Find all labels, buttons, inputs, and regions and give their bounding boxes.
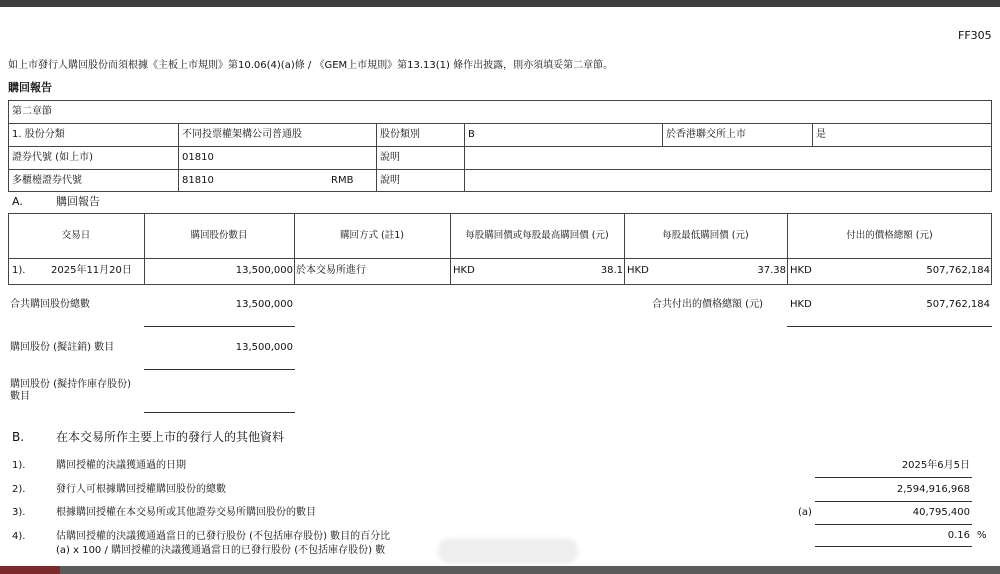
- treasury-shares-label-1: 購回股份 (擬持作庫存股份): [10, 379, 131, 390]
- item-unit: %: [977, 530, 987, 541]
- form-code: FF305: [958, 29, 992, 42]
- cancel-shares-label: 購回股份 (擬註銷) 數目: [10, 342, 115, 353]
- watermark-overlay: [438, 538, 578, 564]
- class-value: 不同投票權架構公司普通股: [182, 129, 302, 140]
- item-value: 2025年6月5日: [901, 460, 970, 471]
- bottom-bar: [0, 566, 1000, 574]
- row-high-price: 38.1: [600, 265, 623, 276]
- item-label: 購回授權的決議獲通過的日期: [56, 460, 186, 471]
- row-currency-total: HKD: [790, 265, 812, 276]
- row-low-price: 37.38: [757, 265, 786, 276]
- multi-currency: RMB: [331, 175, 354, 186]
- type-value: B: [468, 129, 475, 140]
- type-label: 股份類別: [380, 129, 420, 140]
- total-paid-value: 507,762,184: [926, 299, 990, 310]
- item-value: 0.16: [947, 530, 970, 541]
- intro-text: 如上市發行人購回股份而須根據《主板上市規則》第10.06(4)(a)條 / 《GEM上市規則》第13.13(1) 條作出披露，則亦須填妥第二章節。: [8, 60, 614, 71]
- section-b-letter: B.: [12, 430, 25, 444]
- desc-label: 說明: [380, 152, 400, 163]
- row-method: 於本交易所進行: [296, 265, 366, 276]
- row-currency-high: HKD: [453, 265, 475, 276]
- section-a-letter: A.: [12, 195, 23, 208]
- listed-label: 於香港聯交所上市: [666, 129, 746, 140]
- header-shares: 購回股份數目: [190, 230, 248, 241]
- item-index: 3).: [12, 507, 26, 518]
- item-label: 根據購回授權在本交易所或其他證券交易所購回股份的數目: [56, 507, 316, 518]
- item-index: 1).: [12, 460, 26, 471]
- row-date: 2025年11月20日: [51, 265, 132, 276]
- total-shares-value: 13,500,000: [235, 299, 293, 310]
- item-label: 發行人可根據購回授權購回股份的總數: [56, 484, 226, 495]
- item-index: 2).: [12, 484, 26, 495]
- multi-code-label: 多櫃檯證券代號: [12, 175, 82, 186]
- header-method: 購回方式 (註1): [340, 230, 404, 241]
- section-b-title: 在本交易所作主要上市的發行人的其他資料: [56, 430, 285, 444]
- listed-value: 是: [816, 129, 826, 140]
- item-value: 40,795,400: [912, 507, 970, 518]
- top-bar: [0, 0, 1000, 7]
- row-index: 1).: [12, 265, 26, 276]
- desc-label-2: 說明: [380, 175, 400, 186]
- header-total-paid: 付出的價格總額 (元): [846, 230, 933, 241]
- multi-code-value: 81810: [182, 175, 214, 186]
- item-index: 4).: [12, 531, 26, 542]
- row-shares: 13,500,000: [235, 265, 293, 276]
- treasury-shares-label-2: 數目: [10, 391, 30, 402]
- total-paid-label: 合共付出的價格總額 (元): [652, 299, 763, 310]
- report-title: 購回報告: [8, 81, 52, 94]
- row-total-paid: 507,762,184: [926, 265, 990, 276]
- code-label: 證券代號 (如上市): [12, 152, 93, 163]
- class-label: 1. 股份分類: [12, 129, 65, 140]
- code-value: 01810: [182, 152, 214, 163]
- total-shares-label: 合共購回股份總數: [10, 299, 90, 310]
- cancel-shares-value: 13,500,000: [235, 342, 293, 353]
- chapter-label: 第二章節: [12, 106, 52, 117]
- header-high-price: 每股購回價或每股最高購回價 (元): [465, 230, 609, 241]
- total-paid-currency: HKD: [790, 299, 812, 310]
- item-value: 2,594,916,968: [896, 484, 970, 495]
- item-label: 估購回授權的決議獲通過當日的已發行股份 (不包括庫存股份) 數目的百分比: [56, 531, 391, 542]
- item-tag: (a): [798, 507, 812, 518]
- header-trade-date: 交易日: [61, 230, 91, 241]
- row-currency-low: HKD: [627, 265, 649, 276]
- item-label-line-2: (a) x 100 / 購回授權的決議獲通過當日的已發行股份 (不包括庫存股份) 數: [56, 545, 386, 556]
- section-a-title: 購回報告: [56, 195, 100, 208]
- header-low-price: 每股最低購回價 (元): [662, 230, 749, 241]
